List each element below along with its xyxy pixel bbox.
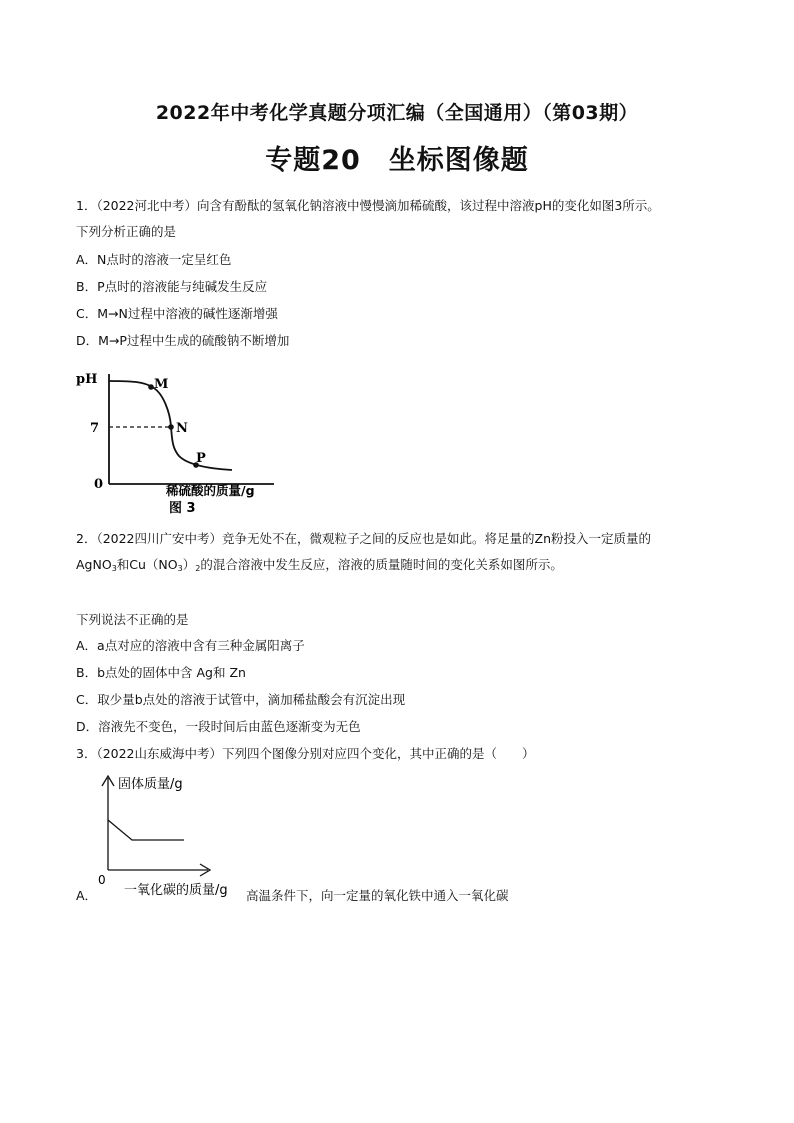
y-axis-label: 固体质量/g xyxy=(118,777,183,792)
figure-caption: 图 3 xyxy=(169,501,196,516)
q2-option-c: C．取少量b点处的溶液于试管中，滴加稀盐酸会有沉淀出现 xyxy=(76,692,406,707)
q3-option-a-prefix: A． xyxy=(76,888,98,903)
q1-option-c: C．M→N过程中溶液的碱性逐渐增强 xyxy=(76,306,278,321)
q3-stem: 3．（2022山东威海中考）下列四个图像分别对应四个变化，其中正确的是（ ） xyxy=(76,746,535,761)
document-subtitle: 专题20 坐标图像题 xyxy=(265,145,529,176)
solid-mass-diagram xyxy=(76,772,316,902)
q2-sub-3a: 3 xyxy=(111,564,117,573)
y-tick-7: 7 xyxy=(90,421,100,436)
q2-formula-agno3: AgNO xyxy=(76,557,112,572)
q1-option-d: D．M→P过程中生成的硫酸钠不断增加 xyxy=(76,333,290,348)
label-m: M xyxy=(154,377,169,392)
y-axis-label: pH xyxy=(76,372,98,387)
x-axis-label: 一氧化碳的质量/g xyxy=(124,883,228,898)
origin-label: 0 xyxy=(98,873,106,887)
q2-formula-cuno3: 和Cu（NO xyxy=(116,557,178,572)
q2-option-d: D．溶液先不变色，一段时间后由蓝色逐渐变为无色 xyxy=(76,719,361,734)
q2-option-b: B．b点处的固体中含 Ag和 Zn xyxy=(76,665,246,680)
point-m xyxy=(148,384,154,390)
document-title: 2022年中考化学真题分项汇编（全国通用）（第03期） xyxy=(155,102,639,124)
q1-option-b: B．P点时的溶液能与纯碱发生反应 xyxy=(76,279,268,294)
point-n xyxy=(168,424,174,430)
origin-label: 0 xyxy=(94,477,104,492)
q1-ph-figure xyxy=(74,364,294,514)
q1-stem-line1: 1．（2022河北中考）向含有酚酞的氢氧化钠溶液中慢慢滴加稀硫酸，该过程中溶液pH的变化如图3所示。 xyxy=(76,198,660,213)
q2-stem-line2 xyxy=(76,556,563,578)
q2-paren: ） xyxy=(182,557,196,572)
ph-curve-diagram xyxy=(74,364,294,514)
label-n: N xyxy=(176,421,188,436)
q3-option-a-figure xyxy=(76,772,316,902)
q2-sub-3b: 3 xyxy=(177,564,183,573)
q1-stem-line2: 下列分析正确的是 xyxy=(76,224,177,239)
x-axis-label: 稀硫酸的质量/g xyxy=(166,483,255,498)
q2-option-a: A．a点对应的溶液中含有三种金属阳离子 xyxy=(76,638,305,653)
q2-sub-2: 2 xyxy=(195,564,201,573)
q2-prompt: 下列说法不正确的是 xyxy=(76,612,189,627)
solid-mass-line xyxy=(108,820,184,840)
q1-option-a: A．N点时的溶液一定呈红色 xyxy=(76,252,232,267)
q2-stem-line1: 2．（2022四川广安中考）竞争无处不在，微观粒子之间的反应也是如此。将足量的Zn粉投入一定质量的 xyxy=(76,531,652,546)
q3-option-a-text: 高温条件下，向一定量的氧化铁中通入一氧化碳 xyxy=(246,888,509,903)
label-p: P xyxy=(196,451,206,466)
q2-stem-rest: 的混合溶液中发生反应，溶液的质量随时间的变化关系如图所示。 xyxy=(200,557,563,572)
